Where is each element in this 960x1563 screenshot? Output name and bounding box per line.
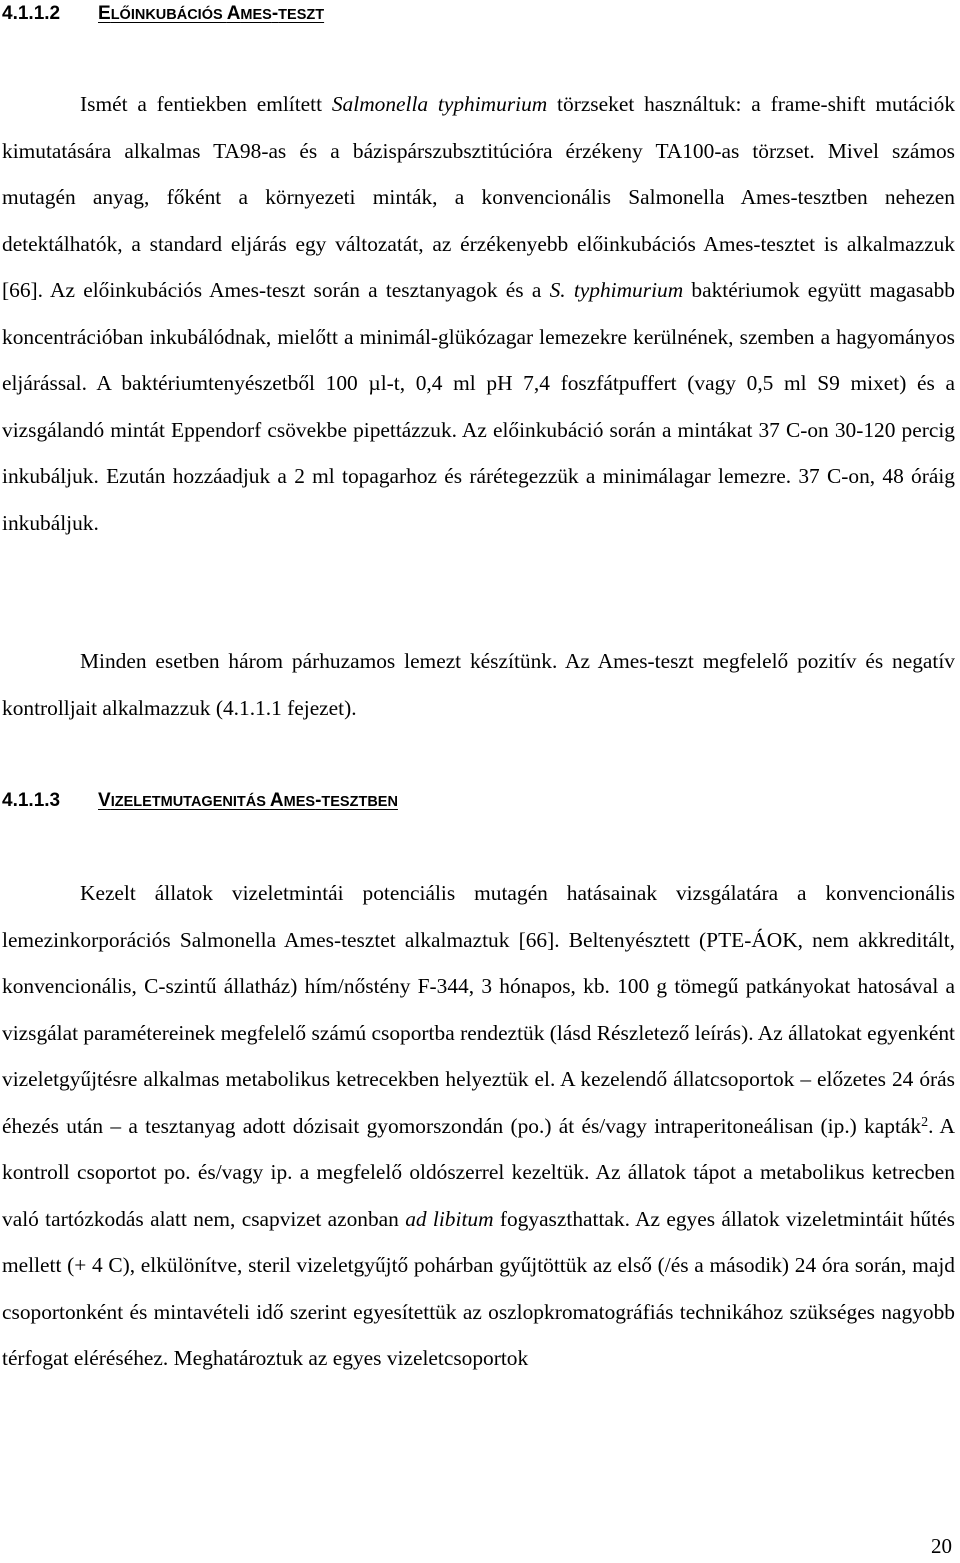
paragraph-controls: Minden esetben három párhuzamos lemezt készítünk. Az Ames-teszt megfelelő pozitív és negatív kontrolljait alkalmazzuk (4.1.1.1 fejezet). — [2, 649, 955, 720]
paragraph-urine-mutagenicity: Kezelt állatok vizeletmintái potenciális mutagén hatásainak vizsgálatára a konvencionális lemezinkorporációs Salmonella Ames-tesztet alkalmaztuk [66]. Beltenyésztett (PTE-ÁOK, nem akkreditált, konvencionális, C-szintű állatház) hím/nőstény F-344, 3 hónapos, kb. 100 g tömegű patkányokat hatosával a vizsgálat paramétereinek megfelelő számú csoportba rendeztük (lásd Részletező leírás). Az állatokat egyenként vizeletgyűjtésre alkalmas metabolikus ketrecekben helyeztük el. A kezelendő állatcsoportok – előzetes 24 órás éhezés után – a tesztanyag adott dózisait gyomorszondán (po.) át és/vagy intraperitoneálisan (ip.) kapták$^2$. A kontroll csoportot po. és/vagy ip. a megfelelő oldószerrel kezeltük. Az állatok tápot a metabolikus ketrecben való tartózkodás alatt nem, csapvizet azonban ad libitum fogyaszthattak. Az egyes állatok vizeletmintáit hűtés mellett (+ 4 C), elkülönítve, steril vizeletgyűjtő pohárban gyűjtöttük az első (/és a második) 24 óra során, majd csoportonként és mintavételi idő szerint egyesítettük az oszlopkromatográfiás technikához szükséges nagyobb térfogat eléréséhez. Meghatároztuk az egyes vizeletcsoportok — [2, 881, 956, 1370]
section-heading-4-1-1-2 — [2, 2, 324, 27]
section-number: 4.1.1.3 — [2, 790, 61, 811]
italic-latin-phrase: ad libitum — [405, 1206, 494, 1231]
section-title: ELŐINKUBÁCIÓS AMES-TESZT — [98, 3, 325, 24]
footnote-marker: 2 — [921, 1114, 929, 1130]
section-heading-4-1-1-3 — [2, 789, 398, 814]
section-title: VIZELETMUTAGENITÁS AMES-TESZTBEN — [98, 790, 398, 811]
italic-species-abbrev: S. typhimurium — [549, 278, 684, 302]
paragraph-preincubation-method: Ismét a fentiekben említett Salmonella typhimurium törzseket használtuk: a frame-shift mutációk kimutatására alkalmas TA98-as és a bázispárszubsztitúcióra érzékeny TA100-as törzset. Mivel számos mutagén anyag, főként a környezeti minták, a konvencionális Salmonella Ames-tesztben nehezen detektálhatók, a standard eljárás egy változatát, az érzékenyebb előinkubációs Ames-tesztet is alkalmazzuk [66]. Az előinkubációs Ames-teszt során a tesztanyagok és a S. typhimurium baktériumok együtt magasabb koncentrációban inkubálódnak, mielőtt a minimál-glükózagar lemezekre kerülnének, szemben a hagyományos eljárással. A baktériumtenyészetből 100 µl-t, 0,4 ml pH 7,4 foszfátpuffert (vagy 0,5 ml S9 mixet) és a vizsgálandó mintát Eppendorf csövekbe pipettázzuk. Az előinkubáció során a mintákat 37 C-on 30-120 percig inkubáljuk. Ezután hozzáadjuk a 2 ml topagarhoz és rárétegezzük a minimálagar lemezre. 37 C-on, 48 óráig inkubáljuk. — [2, 92, 956, 535]
page-number: 20 — [931, 1534, 952, 1558]
italic-species-name: Salmonella typhimurium — [331, 92, 548, 116]
section-number: 4.1.1.2 — [2, 3, 61, 24]
